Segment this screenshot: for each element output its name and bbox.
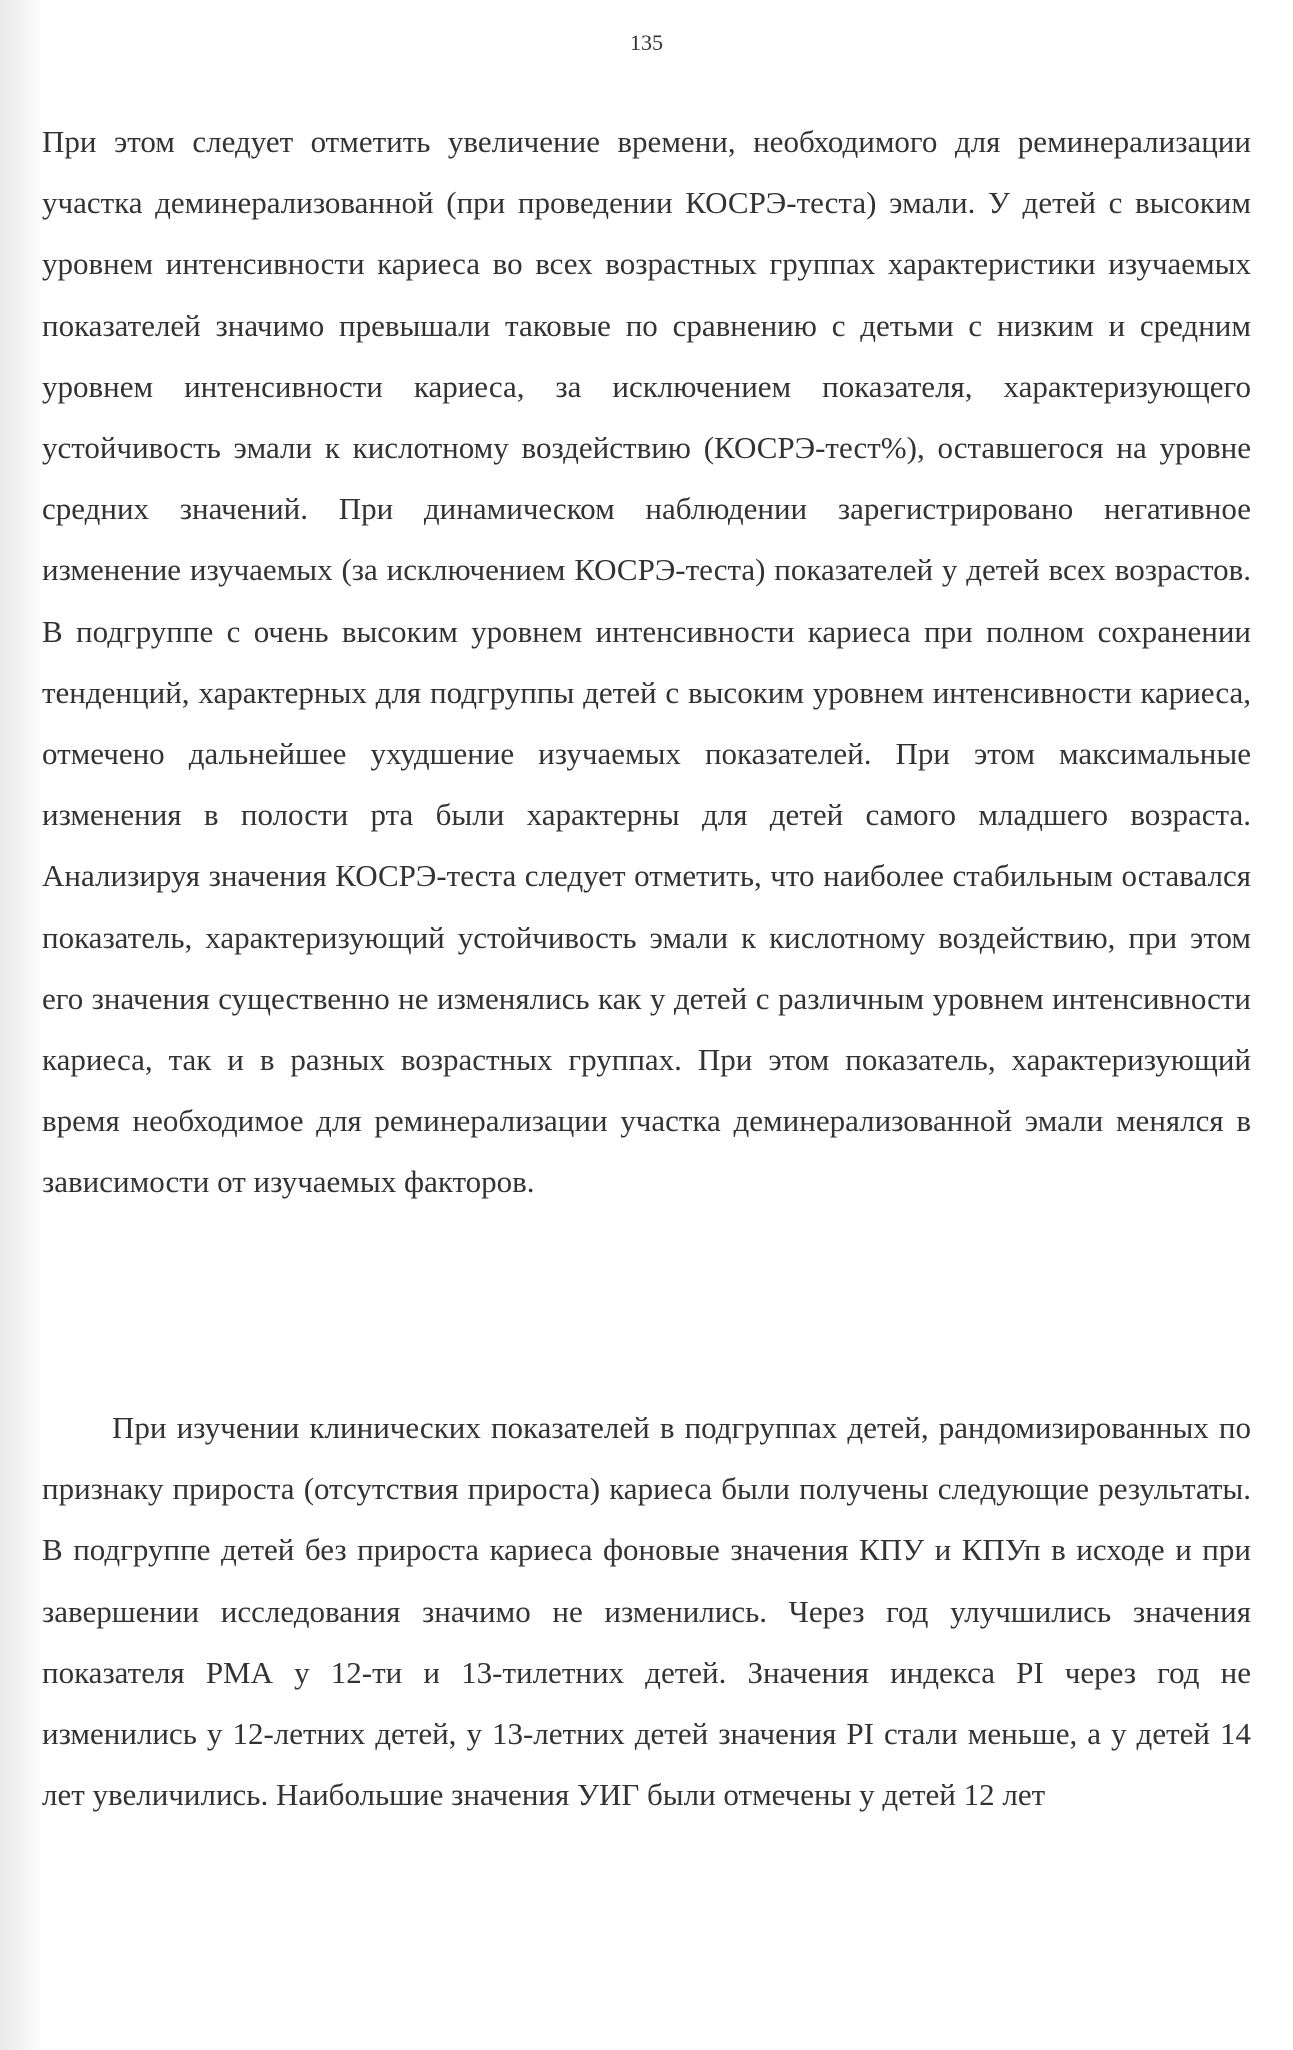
page-number: 135	[630, 30, 663, 55]
body-paragraph: При этом следует отметить увеличение времени, необходимого для реминерализации участка деминерализованной (при проведении КОСРЭ-теста) эмали. У детей с высоким уровнем интенсивности кариеса во всех возрастных группах характеристики изучаемых показателей значимо превышали таковые по сравнению с детьми с низким и средним уровнем интенсивности кариеса, за исключением показателя, характеризующего устойчивость эмали к кислотному воздействию (КОСРЭ-тест%), оставшегося на уровне средних значений. При динамическом наблюдении зарегистрировано негативное изменение изучаемых (за исключением КОСРЭ-теста) показателей у детей всех возрастов. В подгруппе с очень высоким уровнем интенсивности кариеса при полном сохранении тенденций, характерных для подгруппы детей с высоким уровнем интенсивности кариеса, отмечено дальнейшее ухудшение изучаемых показателей. При этом максимальные изменения в полости рта были характерны для детей самого младшего возраста. Анализируя значения КОСРЭ-теста следует отметить, что наиболее стабильным оставался показатель, характеризующий устойчивость эмали к кислотному воздействию, при этом его значения существенно не изменялись как у детей с различным уровнем интенсивности кариеса, так и в разных возрастных группах. При этом показатель, характеризующий время необходимое для реминерализации участка деминерализованной эмали менялся в зависимости от изучаемых факторов.	[42, 124, 1251, 1200]
paragraph-block-1	[42, 111, 1251, 1213]
scan-edge-shadow	[0, 0, 44, 2050]
body-paragraph: При изучении клинических показателей в подгруппах детей, рандомизированных по признаку прироста (отсутствия прироста) кариеса были получены следующие результаты. В подгруппе детей без прироста кариеса фоновые значения КПУ и КПУп в исходе и при завершении исследования значимо не изменились. Через год улучшились значения показателя РМА у 12-ти и 13-тилетних детей. Значения индекса PI через год не изменились у 12-летних детей, у 13-летних детей значения PI стали меньше, а у детей 14 лет увеличились. Наибольшие значения УИГ были отмечены у детей 12 лет	[42, 1410, 1251, 1813]
paragraph-block-2	[42, 1397, 1251, 1825]
